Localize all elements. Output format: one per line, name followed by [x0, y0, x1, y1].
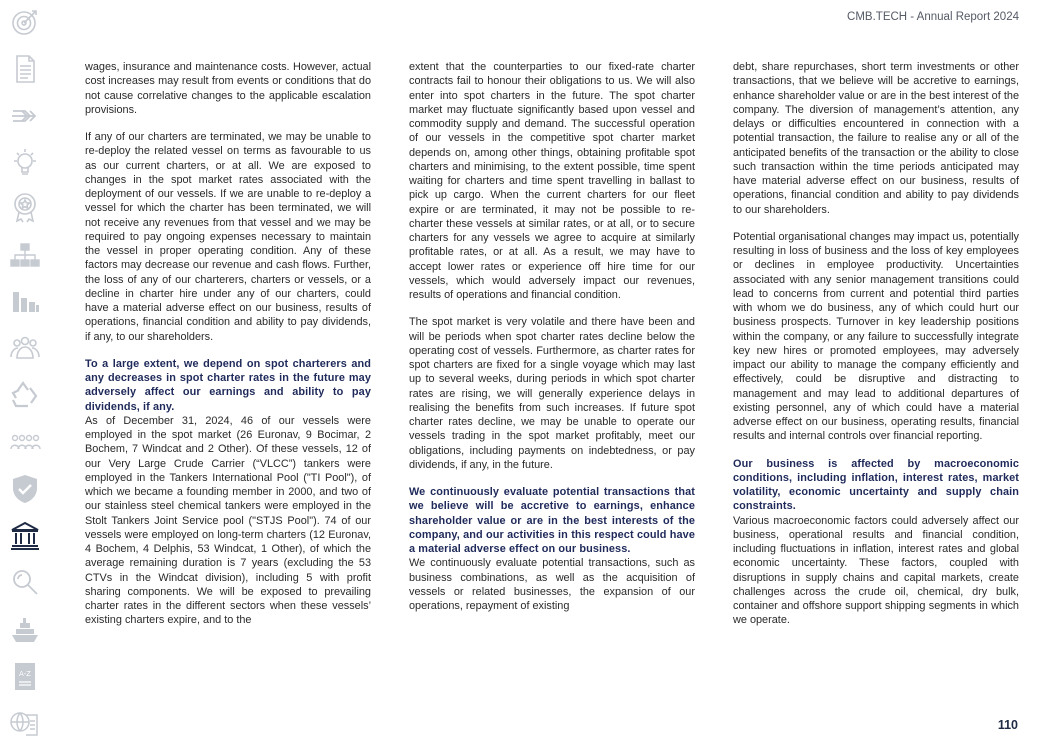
org-chart-icon[interactable]	[8, 238, 42, 272]
paragraph: Potential organisational changes may impact us, potentially resulting in loss of business and the loss of key employees or declines in employee productivity. Uncertainties associated with any senior management transitions could lead to concerns from current and potential third parties with whom we do business, any of which could hurt our business prospects. Turnover in key leadership positions within the company, or any failure to successfully integrate key new hires or promoted employees, may adversely impact our ability to manage the company efficiently and effectively, could be disruptive and distracting to management and may lead to additional departures of existing personnel, any of which could have a material adverse effect on our business, operating results, financial results and internal controls over financial reporting.	[733, 230, 1019, 443]
search-icon[interactable]	[8, 566, 42, 600]
group-icon[interactable]	[8, 331, 42, 365]
paragraph: If any of our charters are terminated, we may be unable to re-deploy the related vessel on terms as favourable to us as our current charters, or at all. We are exposed to changes in the spot market rates associated with the deployment of our vessels. If we are unable to re-deploy a vessel for which the charter has been terminated, we will not receive any revenues from that vessel and we may be required to pay ongoing expenses necessary to maintain the vessel in proper operating condition. Any of these factors may decrease our revenue and cash flows. Further, the loss of any of our charterers, charters or vessels, or a decline in charter hire under any of our charters, could have a material adverse effect on our business, results of operations, financial condition and ability to pay dividends, if any, to our shareholders.	[85, 131, 371, 343]
globe-document-icon[interactable]	[8, 705, 42, 739]
award-icon[interactable]	[8, 190, 42, 224]
text-column-1	[85, 60, 371, 628]
recycle-icon[interactable]	[8, 378, 42, 412]
people-icon[interactable]	[8, 425, 42, 459]
target-icon[interactable]	[8, 5, 42, 39]
paragraph: wages, insurance and maintenance costs. However, actual cost increases may result from events or conditions that do not cause correlative changes to the applicable escalation provisions.	[85, 61, 371, 116]
bar-chart-icon[interactable]	[8, 284, 42, 318]
fast-forward-icon[interactable]	[8, 99, 42, 133]
shield-check-icon[interactable]	[8, 472, 42, 506]
ship-icon[interactable]	[8, 613, 42, 647]
document-icon[interactable]	[8, 52, 42, 86]
bank-icon[interactable]	[8, 519, 42, 553]
text-column-3	[733, 60, 1019, 628]
lightbulb-icon[interactable]	[8, 146, 42, 180]
report-header: CMB.TECH - Annual Report 2024	[847, 11, 1019, 23]
paragraph: We continuously evaluate potential transactions, such as business combinations, as well as the acquisition of vessels or related businesses, the expansion of our operations, repayment of existing	[409, 557, 695, 612]
sidebar-nav	[0, 0, 50, 753]
section-heading: To a large extent, we depend on spot charterers and any decreases in spot charter rates in the future may adversely affect our earnings and ability to pay dividends, if any.	[85, 357, 371, 413]
paragraph: extent that the counterparties to our fixed-rate charter contracts fail to honour their obligations to us. We will also enter into spot charters in the future. The spot charter market may fluctuate significantly based upon vessel and commodity supply and demand. The successful operation of our vessels in the competitive spot charter market depends on, among other things, obtaining profitable spot charters and minimising, to the extent possible, time spent waiting for charters and time spent travelling in ballast to pick up cargo. When the current charters for our fleet expire or are terminated, it may not be possible to re-charter these vessels at similar rates, or at all, or to secure charters for any vessels we agree to acquire at similarly profitable rates, or at all. As a result, we may have to accept lower rates or experience off hire time for our vessels, which would adversely impact our revenues, results of operations and financial condition.	[409, 61, 695, 301]
paragraph: debt, share repurchases, short term investments or other transactions, that we believe will be accretive to earnings, enhance shareholder value or are in the best interest of the company. The diversion of management’s attention, any delays or difficulties encountered in connection with a potential transaction, the failure to realise any or all of the anticipated benefits of the transaction or the ability to close such transaction within the time periods anticipated may have material adverse effect on our business, results of operations, financial condition and ability to pay dividends to our shareholders.	[733, 61, 1019, 216]
a-z-index-icon[interactable]	[8, 660, 42, 694]
paragraph: Various macroeconomic factors could adversely affect our business, operational results and financial condition, including fluctuations in inflation, interest rates and global economic uncertainty. These factors, coupled with disruptions in supply chains and capital markets, create challenges across the crude oil, chemical, dry bulk, container and offshore support shipping segments in which we operate.	[733, 514, 1019, 627]
text-column-2	[409, 60, 695, 613]
page-number: 110	[997, 718, 1018, 732]
paragraph: The spot market is very volatile and there have been and will be periods when spot charter rates decline below the operating cost of vessels. Furthermore, as charter rates for spot charters are fixed for a single voyage which may last up to several weeks, during periods in which spot charter rates are rising, we will generally experience delays in realising the benefits from such increases. If future spot charter rates decline, we may be unable to operate our vessels trading in the spot market profitably, meet our obligations, including payments on indebtedness, or pay dividends, if any, in the future.	[409, 316, 695, 471]
paragraph: As of December 31, 2024, 46 of our vessels were employed in the spot market (26 Euronav, 9 Bocimar, 2 Bochem, 7 Windcat and 2 Other). Of these vessels, 12 of our Very Large Crude Carrier (“VLCC”) tankers were employed in the Tankers International Pool ("TI Pool"), of which we became a founding member in 2000, and two of our stainless steel chemical tankers were employed in the Stolt Tankers Joint Service pool ("STJS Pool"). 74 of our vessels were employed on long-term charters (12 Euronav, 4 Bochem, 4 Delphis, 53 Windcat, 1 Other), of which the average remaining duration is 7 years (excluding the 53 CTVs in the Windcat division), including 5 with profit sharing components. We will be exposed to prevailing charter rates in the different sectors when these vessels’ existing charters expire, and to the	[85, 414, 371, 627]
section-heading: Our business is affected by macroeconomic conditions, including inflation, interest rates, market volatility, economic uncertainty and supply chain constraints.	[733, 457, 1019, 513]
svg-text:A-Z: A-Z	[19, 670, 31, 678]
section-heading: We continuously evaluate potential transactions that we believe will be accretive to earnings, enhance shareholder value or are in the best interests of the company, and our activities in this respect could have a material adverse effect on our business.	[409, 486, 695, 555]
